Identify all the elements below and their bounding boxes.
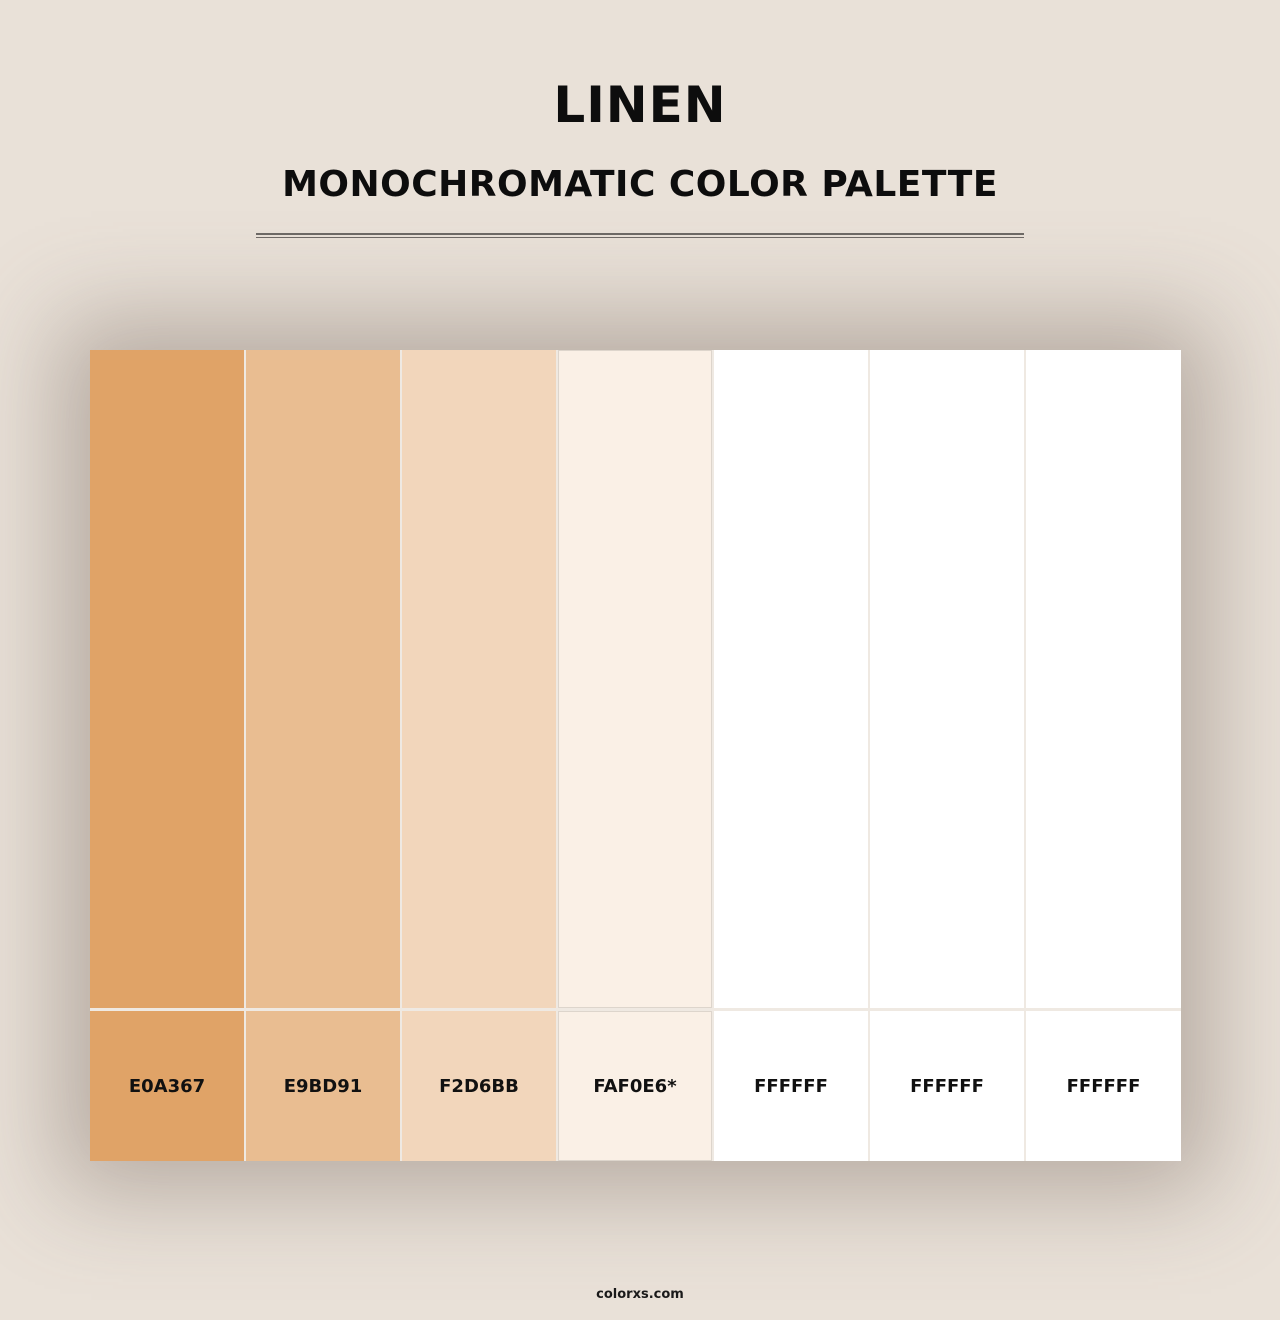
site-credit[interactable]: colorxs.com	[596, 1287, 684, 1302]
swatch-hex-label[interactable]: E9BD91	[246, 1011, 400, 1161]
color-swatch[interactable]	[558, 350, 712, 1008]
swatch-hex-label[interactable]: FFFFFF	[1026, 1011, 1181, 1161]
color-swatch[interactable]	[402, 350, 556, 1008]
color-swatch[interactable]	[246, 350, 400, 1008]
swatch-hex-label[interactable]: FFFFFF	[714, 1011, 868, 1161]
color-swatch[interactable]	[1026, 350, 1181, 1008]
swatch-hex-label[interactable]: F2D6BB	[402, 1011, 556, 1161]
color-swatch[interactable]	[870, 350, 1024, 1008]
swatch-hex-label[interactable]: E0A367	[90, 1011, 244, 1161]
swatch-hex-label[interactable]: FFFFFF	[870, 1011, 1024, 1161]
color-swatch[interactable]	[90, 350, 244, 1008]
color-palette	[90, 350, 1181, 1161]
page-subtitle: MONOCHROMATIC COLOR PALETTE	[282, 164, 998, 205]
page-title: LINEN	[553, 76, 727, 134]
title-divider	[256, 233, 1024, 238]
swatch-hex-label[interactable]: FAF0E6*	[558, 1011, 712, 1161]
color-swatch[interactable]	[714, 350, 868, 1008]
